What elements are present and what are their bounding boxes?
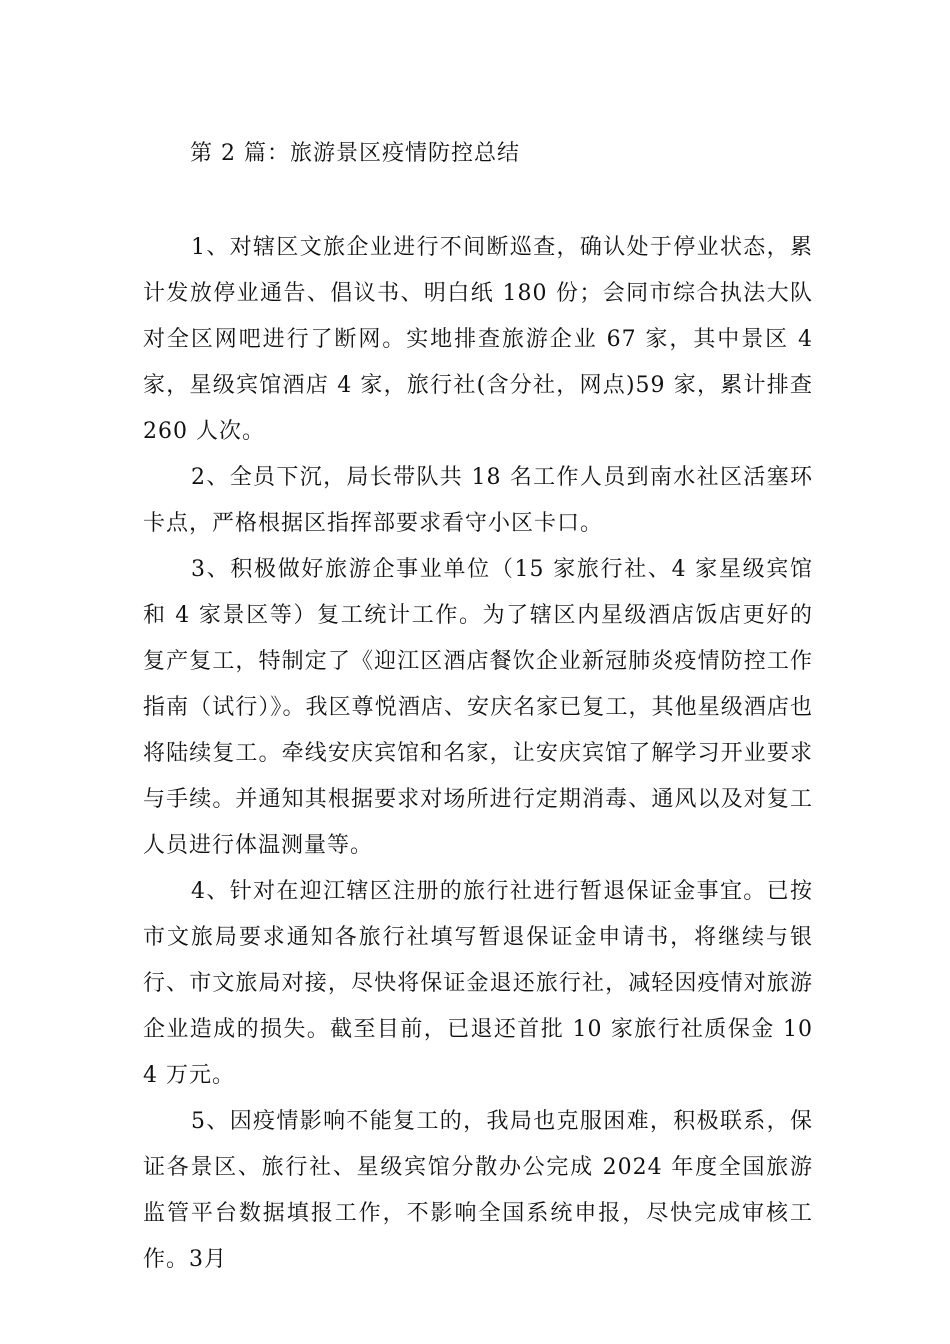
paragraph-2: 2、全员下沉，局长带队共 18 名工作人员到南水社区活塞环卡点，严格根据区指挥部要求看守小区卡口。: [143, 465, 813, 536]
document-title: 第 2 篇：旅游景区疫情防控总结: [190, 141, 520, 166]
paragraph-4: 4、针对在迎江辖区注册的旅行社进行暂退保证金事宜。已按市文旅局要求通知各旅行社填写暂退保证金申请书，将继续与银行、市文旅局对接，尽快将保证金退还旅行社，减轻因疫情对旅游企业造成的损失。截至目前，已退还首批 10 家旅行社质保金 104 万元。: [143, 879, 813, 1088]
paragraph-3: 3、积极做好旅游企事业单位（15 家旅行社、4 家星级宾馆和 4 家景区等）复工统计工作。为了辖区内星级酒店饭店更好的复产复工，特制定了《迎江区酒店餐饮企业新冠肺炎疫情防控工作指南（试行）》。我区尊悦酒店、安庆名家已复工，其他星级酒店也将陆续复工。牵线安庆宾馆和名家，让安庆宾馆了解学习开业要求与手续。并通知其根据要求对场所进行定期消毒、通风以及对复工人员进行体温测量等。: [143, 557, 813, 858]
paragraph-1: 1、对辖区文旅企业进行不间断巡查，确认处于停业状态，累计发放停业通告、倡议书、明白纸 180 份；会同市综合执法大队对全区网吧进行了断网。实地排查旅游企业 67 家，其中景区 4 家，星级宾馆酒店 4 家，旅行社(含分社，网点)59 家，累计排查 260 人次。: [143, 235, 813, 444]
paragraph-5: 5、因疫情影响不能复工的，我局也克服困难，积极联系，保证各景区、旅行社、星级宾馆分散办公完成 2024 年度全国旅游监管平台数据填报工作，不影响全国系统申报，尽快完成审核工作。3月: [143, 1109, 813, 1272]
document-body: [143, 225, 813, 1283]
